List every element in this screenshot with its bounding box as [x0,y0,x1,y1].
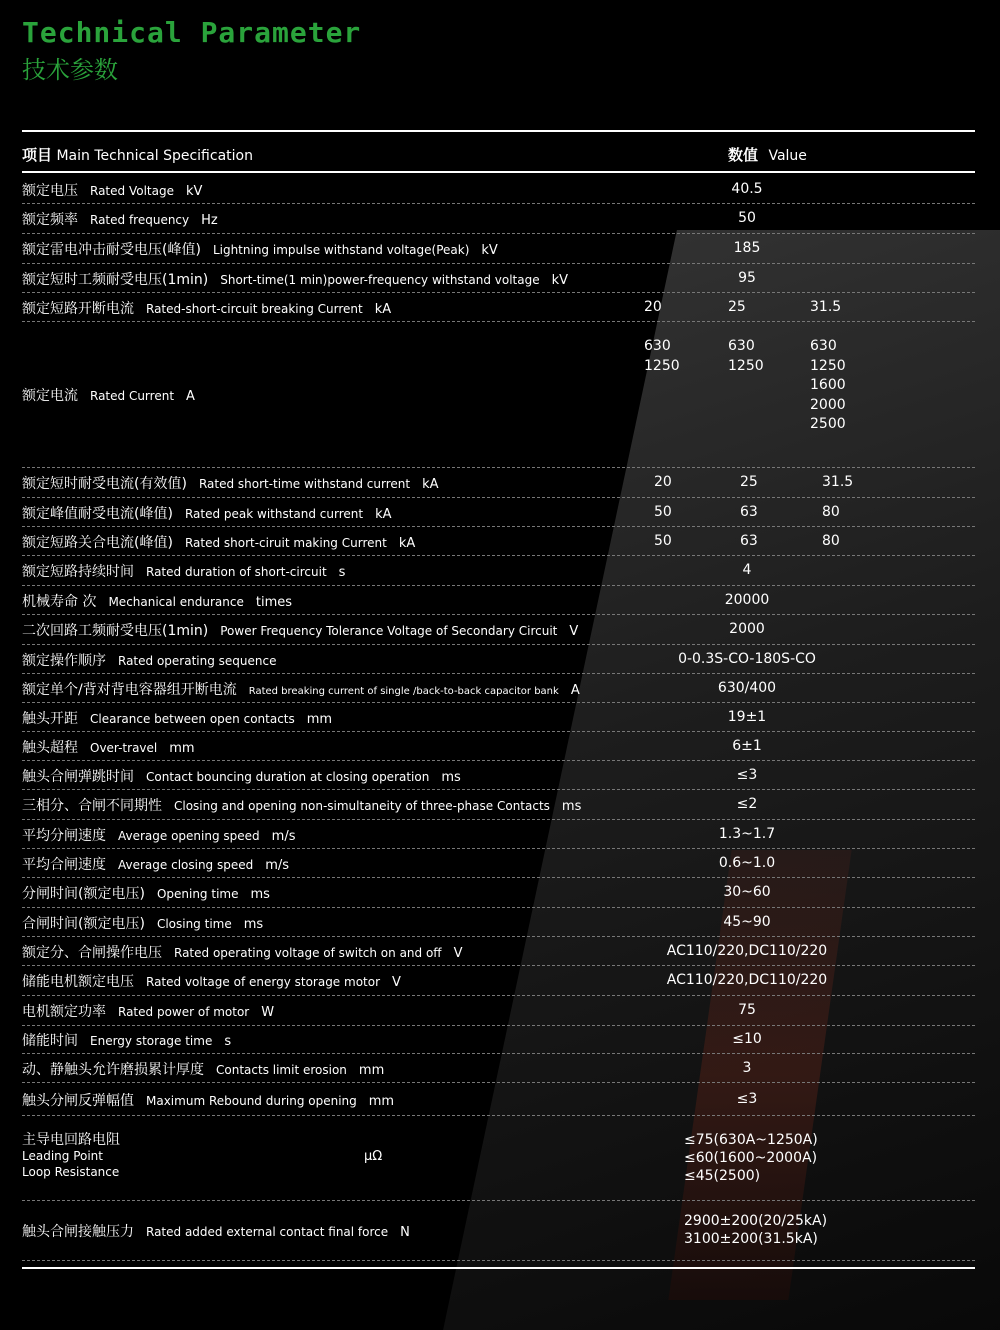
spec-unit: kA [422,477,439,492]
table-row [22,497,975,527]
spec-label-cn: 触头分闸反弹幅值 [22,1092,134,1109]
spec-unit: A [186,389,195,404]
spec-label-cn: 触头超程 [22,739,78,756]
header-spec-en: Main Technical Specification [56,148,253,164]
spec-label-cn: 触头合闸接触压力 [22,1224,134,1240]
spec-value: 2000 [729,621,765,637]
table-row [22,995,975,1026]
spec-label-en: Power Frequency Tolerance Voltage of Secondary Circuit [220,624,558,638]
table-row [22,789,975,820]
spec-unit: W [261,1005,275,1020]
spec-label-en: Rated operating sequence [118,653,277,668]
spec-unit: times [255,594,293,610]
spec-label-en: Closing and opening non-simultaneity of three-phase Contacts [174,799,550,813]
spec-value: 0.6~1.0 [718,854,776,871]
spec-value: 6±1 [732,737,762,754]
table-row [22,877,975,908]
table-row [22,467,975,498]
spec-value: 31.5 [810,298,842,315]
spec-label-en: Rated added external contact final force [146,1225,389,1239]
spec-label [22,1221,410,1241]
table-row [22,233,975,264]
spec-label-cn: 电机额定功率 [22,1004,106,1020]
table-row [22,1082,975,1116]
header-specification [22,144,253,165]
spec-label [22,1132,120,1180]
spec-value: 40.5 [731,181,763,197]
spec-value: 80 [822,503,840,520]
spec-label-cn: 平均分闸速度 [22,827,106,844]
spec-unit: m/s [265,857,290,873]
spec-label-en: Rated operating voltage of switch on and off [174,945,442,960]
table-row [22,731,975,761]
spec-label [22,298,391,318]
spec-value: 25 [728,298,746,315]
spec-value: 20000 [724,591,770,608]
spec-label-en: Energy storage time [90,1034,213,1048]
table-row [22,1200,975,1261]
spec-unit: mm [358,1062,385,1078]
spec-value: 25 [740,474,758,490]
spec-label-cn: 额定短时工频耐受电压(1min) [22,271,209,288]
spec-unit: kA [375,506,392,522]
spec-label-en: Rated-short-circuit breaking Current [146,301,363,316]
spec-label-en: Rated duration of short-circuit [146,565,327,579]
spec-label-cn: 额定电压 [22,183,78,199]
table-header-rule [22,171,975,173]
spec-label-cn: 触头合闸弹跳时间 [22,768,134,785]
table-row [22,760,975,790]
spec-value: 630/400 [717,679,777,696]
spec-label-cn: 额定单个/背对背电容器组开断电流 [22,681,237,698]
spec-label-en: Over-travel [90,740,158,755]
spec-label-en: Rated Voltage [90,184,174,198]
spec-value: 45~90 [723,913,771,930]
spec-label [22,503,392,523]
spec-value: 630 1250 1600 2000 2500 [810,338,846,432]
table-row [22,673,975,703]
spec-value: ≤10 [732,1031,762,1047]
page-title-chinese: 技术参数 [22,56,118,84]
table-row [22,907,975,937]
spec-unit: mm [169,740,195,756]
spec-unit: kA [398,535,416,551]
spec-label [22,532,415,552]
spec-label-cn: 储能时间 [22,1033,78,1049]
table-row [22,848,975,878]
table-row [22,1115,975,1201]
table-row [22,292,975,322]
spec-value: 63 [740,503,758,520]
spec-value: 20 [654,474,672,490]
spec-label-en: Lightning impulse withstand voltage(Peak) [212,243,470,257]
spec-label [22,473,439,493]
spec-label-cn: 额定短路开断电流 [22,300,134,317]
spec-label-cn: 机械寿命 次 [22,593,97,610]
spec-unit: mm [368,1093,395,1109]
table-row [22,321,975,468]
spec-value: 630 1250 [644,338,680,374]
spec-label-cn: 合闸时间(额定电压) [22,915,145,932]
spec-label-en: Maximum Rebound during opening [146,1093,357,1108]
spec-label-en: Closing time [156,916,232,931]
spec-label-cn: 额定频率 [22,212,78,228]
header-spec-cn: 项目 [22,146,53,164]
spec-unit: Hz [201,213,218,228]
spec-value: 185 [733,240,761,256]
header-value-cn: 数值 [728,146,759,164]
spec-label-cn: 触头开距 [22,710,78,727]
spec-unit: kV [551,272,569,288]
spec-value: 80 [822,532,840,549]
table-top-rule [22,130,975,132]
spec-label-en: Contacts limit erosion [216,1062,347,1077]
spec-label-en: Rated Current [90,389,175,403]
spec-label-cn: 额定短路关合电流(峰值) [22,534,173,551]
spec-value: ≤2 [736,796,758,812]
spec-unit: A [570,682,580,698]
spec-unit: V [569,624,579,639]
spec-value: 50 [654,532,672,549]
spec-unit: s [338,565,346,580]
spec-value: 50 [738,210,756,226]
spec-label-cn: 储能电机额定电压 [22,974,134,990]
spec-value: 63 [740,532,758,549]
spec-label-en: Rated power of motor [118,1005,250,1019]
spec-label-cn: 三相分、合闸不同期性 [22,798,162,814]
spec-value: 20 [644,298,662,315]
spec-unit: N [400,1225,410,1240]
table-row [22,965,975,996]
spec-unit: m/s [271,828,296,844]
spec-value: 95 [738,269,756,286]
spec-unit: V [453,945,463,961]
spec-label-en: Rated peak withstand current [184,506,364,521]
spec-value: AC110/220,DC110/220 [666,972,828,988]
table-row [22,203,975,234]
spec-unit: kV [481,243,498,258]
spec-label-cn: 额定峰值耐受电流(峰值) [22,505,173,522]
spec-label-en: Leading Point Loop Resistance [22,1148,120,1179]
spec-label-en: Mechanical endurance [108,594,244,609]
spec-label-cn: 额定短路持续时间 [22,564,134,580]
table-bottom-rule [22,1267,975,1269]
spec-unit: kA [374,301,392,317]
table-row [22,585,975,615]
spec-unit: ms [561,799,582,814]
spec-unit: ms [250,887,270,902]
spec-label-en: Contact bouncing duration at closing operation [146,769,430,784]
spec-value: 19±1 [727,708,767,725]
spec-value: AC110/220,DC110/220 [666,942,828,959]
spec-value: 630 1250 [728,338,764,374]
spec-unit: μΩ [364,1148,383,1164]
header-value-en: Value [768,148,807,164]
spec-label-cn: 额定短时耐受电流(有效值) [22,476,187,492]
table-row [22,936,975,966]
spec-value: 2900±200(20/25kA) 3100±200(31.5kA) [684,1213,828,1247]
spec-unit: s [224,1034,232,1049]
spec-label-en: Average closing speed [118,857,254,872]
table-row [22,263,975,293]
spec-label-cn: 额定雷电冲击耐受电压(峰值) [22,242,201,258]
spec-value: 0-0.3S-CO-180S-CO [678,650,816,667]
spec-unit: ms [441,769,461,785]
spec-label-en: Rated short-time withstand current [198,477,411,491]
header-value [728,144,807,165]
spec-label-cn: 动、静触头允许磨损累计厚度 [22,1061,204,1078]
spec-label-en: Clearance between open contacts [90,711,295,726]
spec-label-en: Opening time [156,887,239,901]
spec-label [22,385,195,405]
spec-value: 31.5 [822,474,854,490]
table-row [22,526,975,556]
spec-value: 30~60 [723,884,771,900]
table-row [22,702,975,732]
table-row [22,555,975,586]
spec-label-en: Short-time(1 min)power-frequency withstand voltage [220,272,540,287]
spec-value: 50 [654,503,672,520]
spec-label-cn: 额定操作顺序 [22,652,106,669]
spec-unit: mm [306,711,333,727]
spec-label-en: Rated short-ciruit making Current [184,535,387,550]
spec-label-en: Rated breaking current of single /back-to-back capacitor bank [248,685,559,697]
spec-label-cn: 平均合闸速度 [22,856,106,873]
spec-label-en: Rated frequency [90,213,190,227]
spec-label-cn: 额定分、合闸操作电压 [22,944,162,961]
spec-label-en: Average opening speed [118,828,260,843]
spec-label-en: Rated voltage of energy storage motor [146,975,381,989]
table-row [22,819,975,849]
table-row [22,644,975,674]
page-title-english: Technical Parameter [22,16,362,49]
spec-value: 75 [738,1002,756,1018]
spec-value: ≤75(630A~1250A) ≤60(1600~2000A) ≤45(2500) [684,1131,818,1184]
table-row [22,175,975,204]
spec-value: 3 [742,1059,752,1076]
table-row [22,1025,975,1054]
spec-unit: V [392,975,401,990]
spec-value: ≤3 [736,766,758,783]
spec-value: ≤3 [736,1090,758,1107]
spec-label-cn: 分闸时间(额定电压) [22,886,145,902]
spec-unit: kV [185,184,203,199]
spec-label-cn: 二次回路工频耐受电压(1min) [22,623,209,639]
table-row [22,1053,975,1083]
spec-label-cn: 额定电流 [22,388,78,404]
spec-value: 1.3~1.7 [718,825,776,842]
spec-value: 4 [742,562,752,578]
spec-label-cn: 主导电回路电阻 [22,1131,120,1148]
spec-unit: ms [243,916,264,932]
table-row [22,614,975,645]
